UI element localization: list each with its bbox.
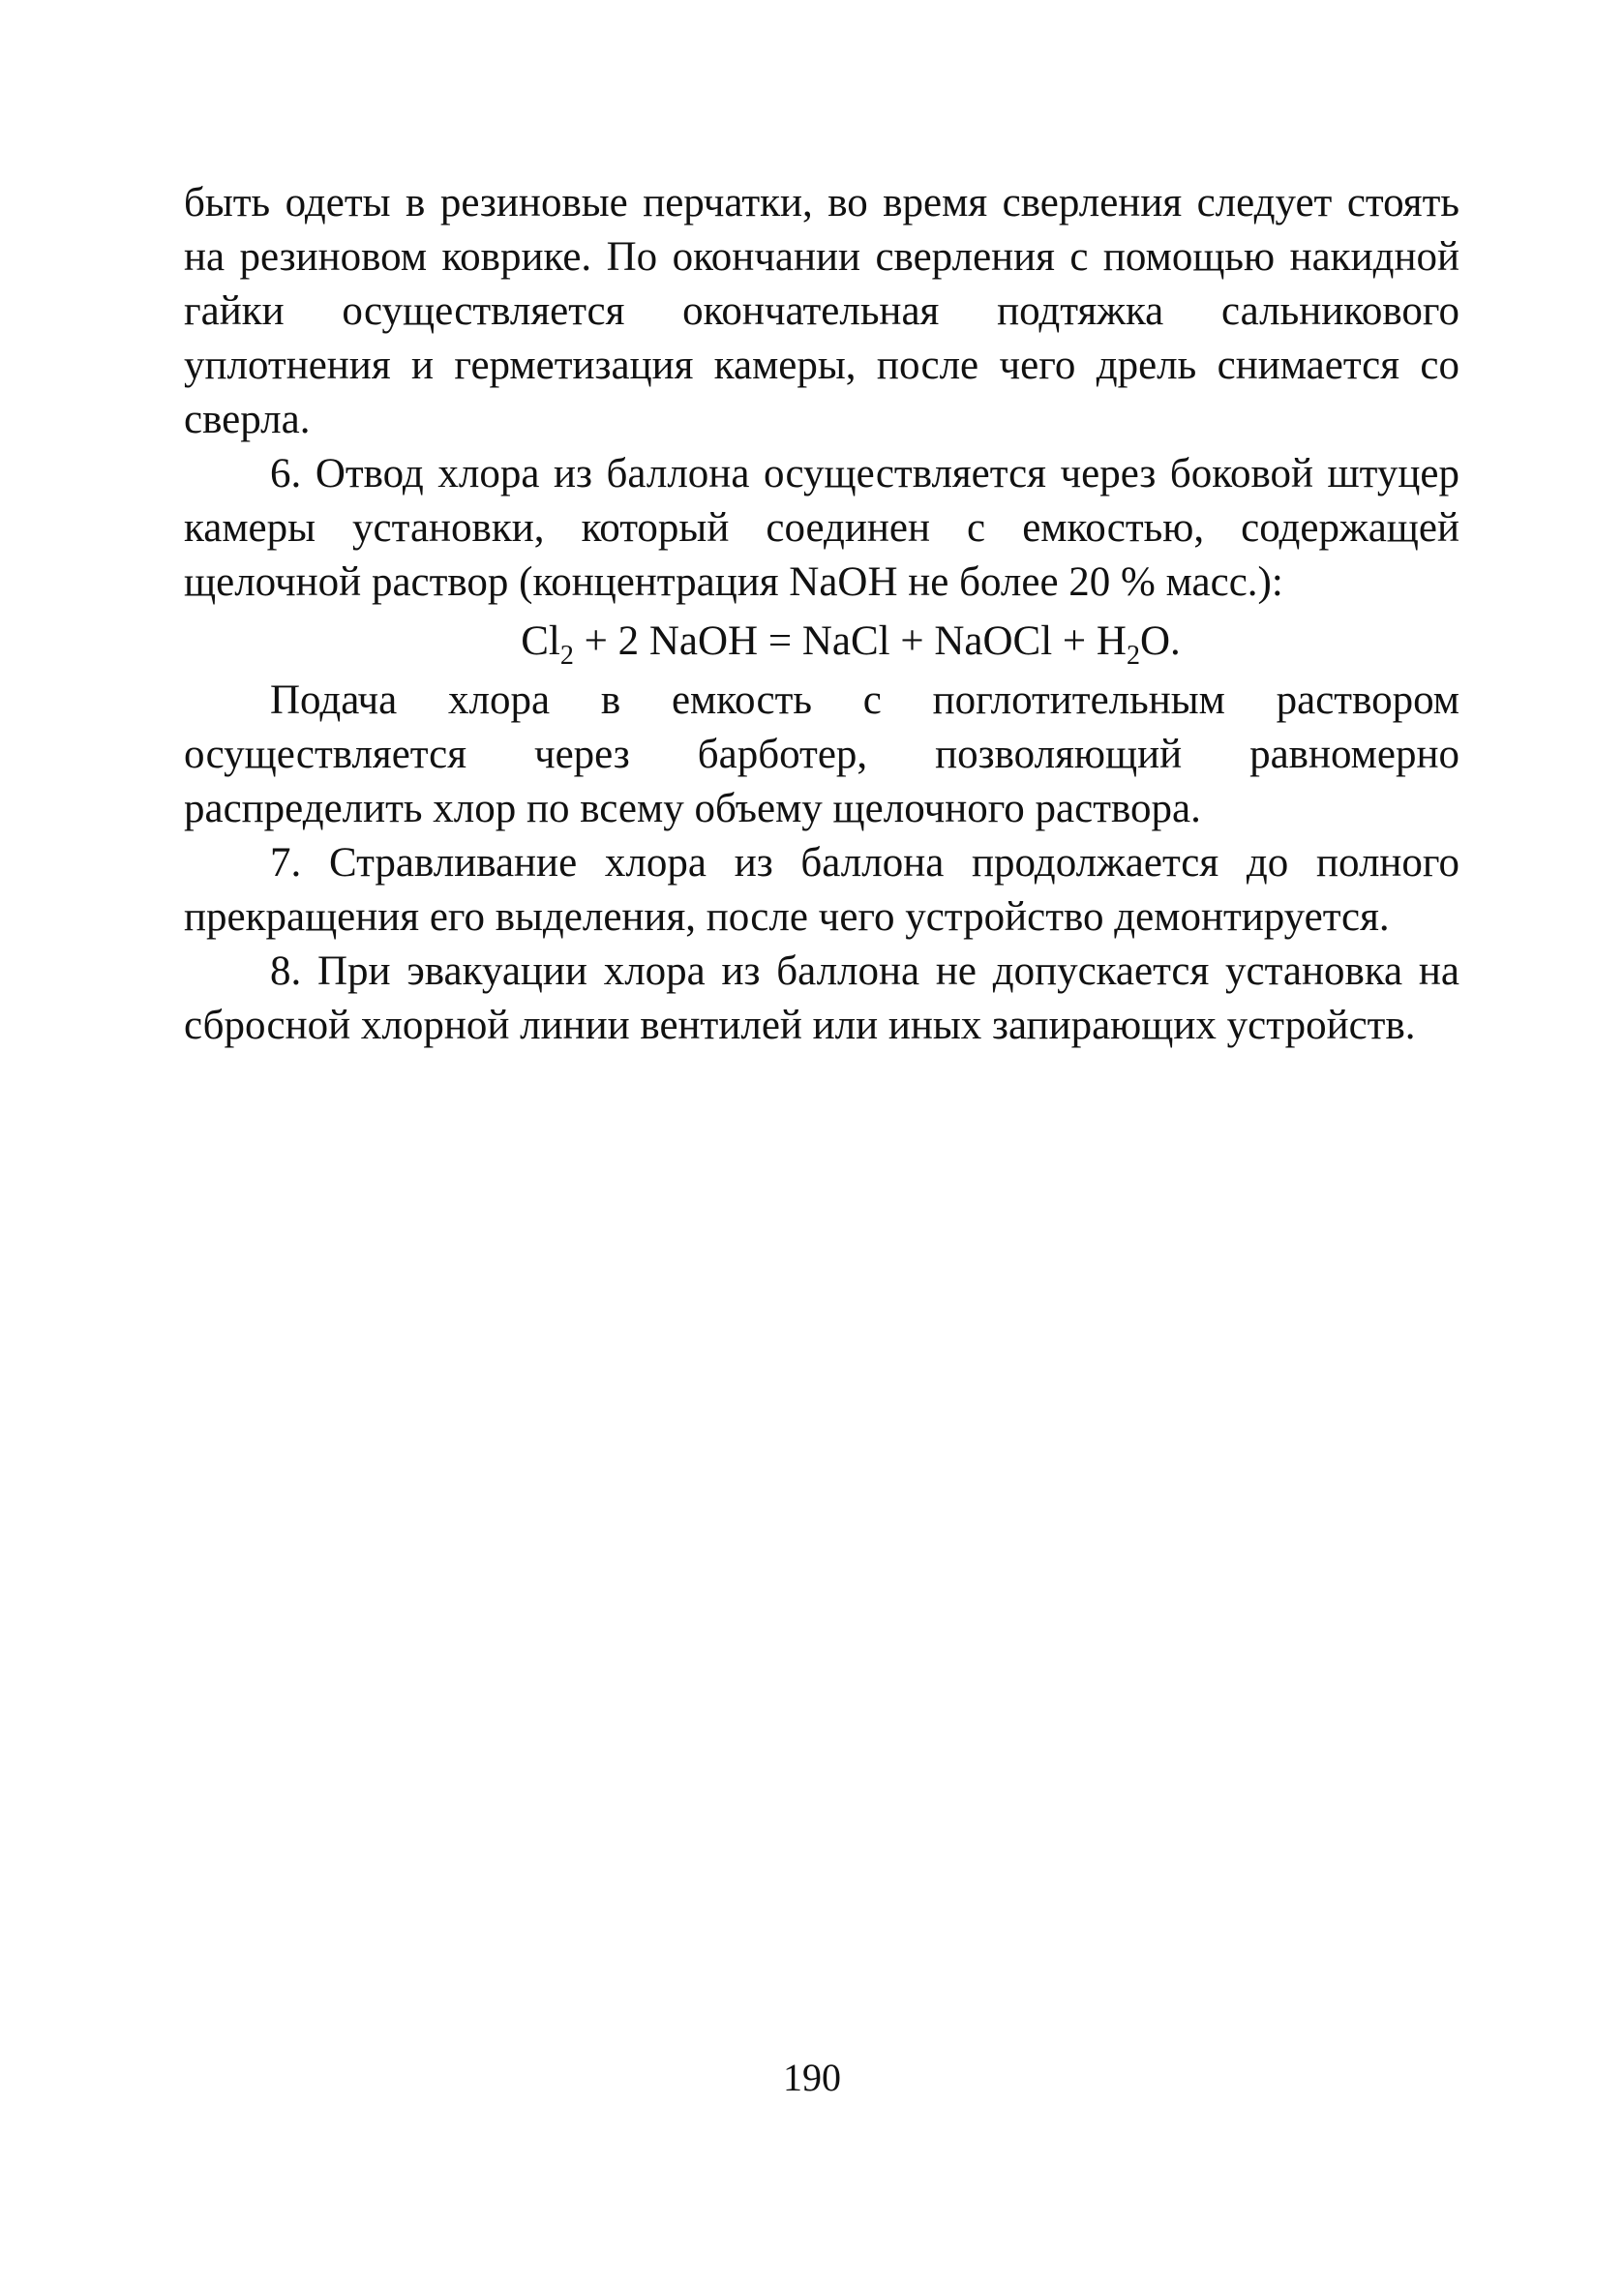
paragraph-item-7: 7. Стравливание хлора из баллона продолжается до полного прекращения его выделения, после чего устройство демонтируется. <box>184 840 1459 940</box>
formula-end: O. <box>1139 618 1181 664</box>
paragraph-chlorine-feed: Подача хлора в емкость с поглотительным раствором осуществляется через барботер, позволяющий равномерно распределить хлор по всему объему щелочного раствора. <box>184 677 1459 831</box>
chemical-equation <box>184 610 1459 674</box>
page-number: 190 <box>783 2056 841 2099</box>
formula-subscript-1: 2 <box>559 641 574 671</box>
paragraph-item-8: 8. При эвакуации хлора из баллона не допускается установка на сбросной хлорной линии вентилей или иных запирающих устройств. <box>184 948 1459 1048</box>
body-text <box>184 176 1459 1053</box>
formula-subscript-2: 2 <box>1126 641 1140 671</box>
formula-middle: + 2 NaOH = NaCl + NaOCl + H <box>573 618 1127 664</box>
formula-cl: Cl <box>521 618 560 664</box>
paragraph-item-6: 6. Отвод хлора из баллона осуществляется через боковой штуцер камеры установки, который соединен с емкостью, содержащей щелочной раствор (концентрация NaOH не более 20 % масс.): <box>184 451 1459 605</box>
paragraph-continuation: быть одеты в резиновые перчатки, во время сверления следует стоять на резиновом коврике. По окончании сверления с помощью накидной гайки осуществляется окончательная подтяжка сальникового уплотнения и герметизация камеры, после чего дрель снимается со сверла. <box>184 180 1459 442</box>
